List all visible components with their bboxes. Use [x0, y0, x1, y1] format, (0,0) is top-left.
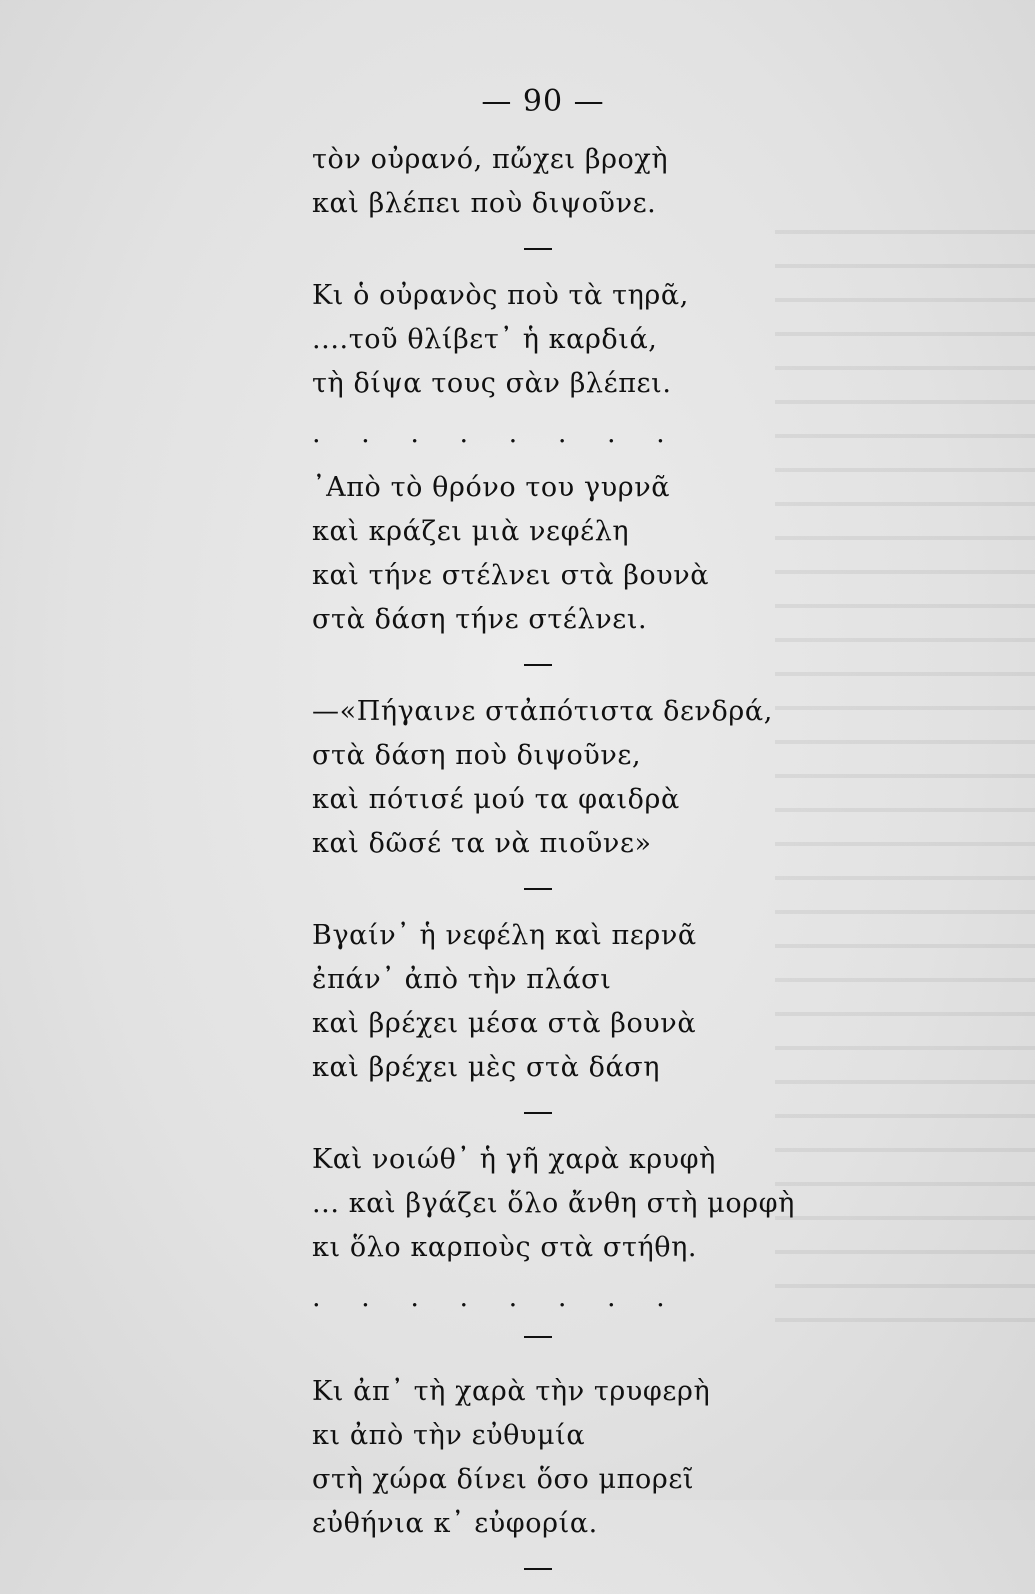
stanza	[312, 1138, 812, 1270]
poem-line: καὶ τήνε στέλνει στὰ βουνὰ	[312, 560, 710, 591]
poem-line: ....τοῦ θλίβετ᾽ ἡ καρδιά,	[312, 324, 658, 355]
poem-line: —«Πήγαινε στἀπότιστα δενδρά,	[312, 696, 773, 727]
poem-line: ᾽Απὸ τὸ θρόνο του γυρνᾶ	[312, 472, 671, 503]
poem-line: καὶ βλέπει ποὺ διψοῦνε.	[312, 188, 657, 219]
poem	[312, 138, 812, 1594]
poem-line: καὶ δῶσέ τα νὰ πιοῦνε»	[312, 828, 652, 859]
poem-line: καὶ πότισέ μού τα φαιδρὰ	[312, 784, 680, 815]
page-number: — 90 —	[481, 84, 605, 119]
stanza-separator	[312, 226, 812, 274]
ellipsis-row: . . . . . . . .	[312, 418, 681, 449]
bleed-through-shadow	[775, 200, 1035, 1350]
poem-line: κι ὅλο καρποὺς στὰ στήθη.	[312, 1232, 698, 1263]
stanza	[312, 274, 812, 406]
poem-line: Βγαίν᾽ ἡ νεφέλη καὶ περνᾶ	[312, 920, 697, 951]
poem-line: κι ἀπὸ τὴν εὐθυμία	[312, 1420, 586, 1451]
poem-line: τὴ δίψα τους σὰν βλέπει.	[312, 368, 672, 399]
ellipsis-row: . . . . . . . .	[312, 1282, 681, 1313]
poem-line: εὐθήνια κ᾽ εὐφορία.	[312, 1508, 598, 1539]
stanza-separator	[312, 1330, 812, 1370]
poem-line: καὶ κράζει μιὰ νεφέλη	[312, 516, 630, 547]
poem-line: τὸν οὐρανό, πὤχει βροχὴ	[312, 144, 669, 175]
poem-line: καὶ βρέχει μέσα στὰ βουνὰ	[312, 1008, 697, 1039]
poem-line: καὶ βρέχει μὲς στὰ δάση	[312, 1052, 661, 1083]
stanza	[312, 138, 812, 226]
poem-line: Κι ὁ οὐρανὸς ποὺ τὰ τηρᾶ,	[312, 280, 689, 311]
poem-line: Καὶ νοιώθ᾽ ἡ γῆ χαρὰ κρυφὴ	[312, 1144, 716, 1175]
stanza	[312, 1370, 812, 1546]
stanza-separator	[312, 1546, 812, 1594]
poem-line: στὰ δάση ποὺ διψοῦνε,	[312, 740, 642, 771]
stanza	[312, 914, 812, 1090]
poem-line: στὰ δάση τήνε στέλνει.	[312, 604, 648, 635]
poem-line: στὴ χώρα δίνει ὅσο μπορεῖ	[312, 1464, 695, 1495]
stanza-separator	[312, 866, 812, 914]
stanza	[312, 466, 812, 642]
poem-line: ἐπάν᾽ ἀπὸ τὴν πλάσι	[312, 964, 612, 995]
stanza-separator	[312, 1090, 812, 1138]
stanza	[312, 690, 812, 866]
poem-line: Κι ἀπ᾽ τὴ χαρὰ τὴν τρυφερὴ	[312, 1376, 711, 1407]
stanza-separator	[312, 642, 812, 690]
poem-line: ... καὶ βγάζει ὅλο ἄνθη στὴ μορφὴ	[312, 1188, 795, 1219]
